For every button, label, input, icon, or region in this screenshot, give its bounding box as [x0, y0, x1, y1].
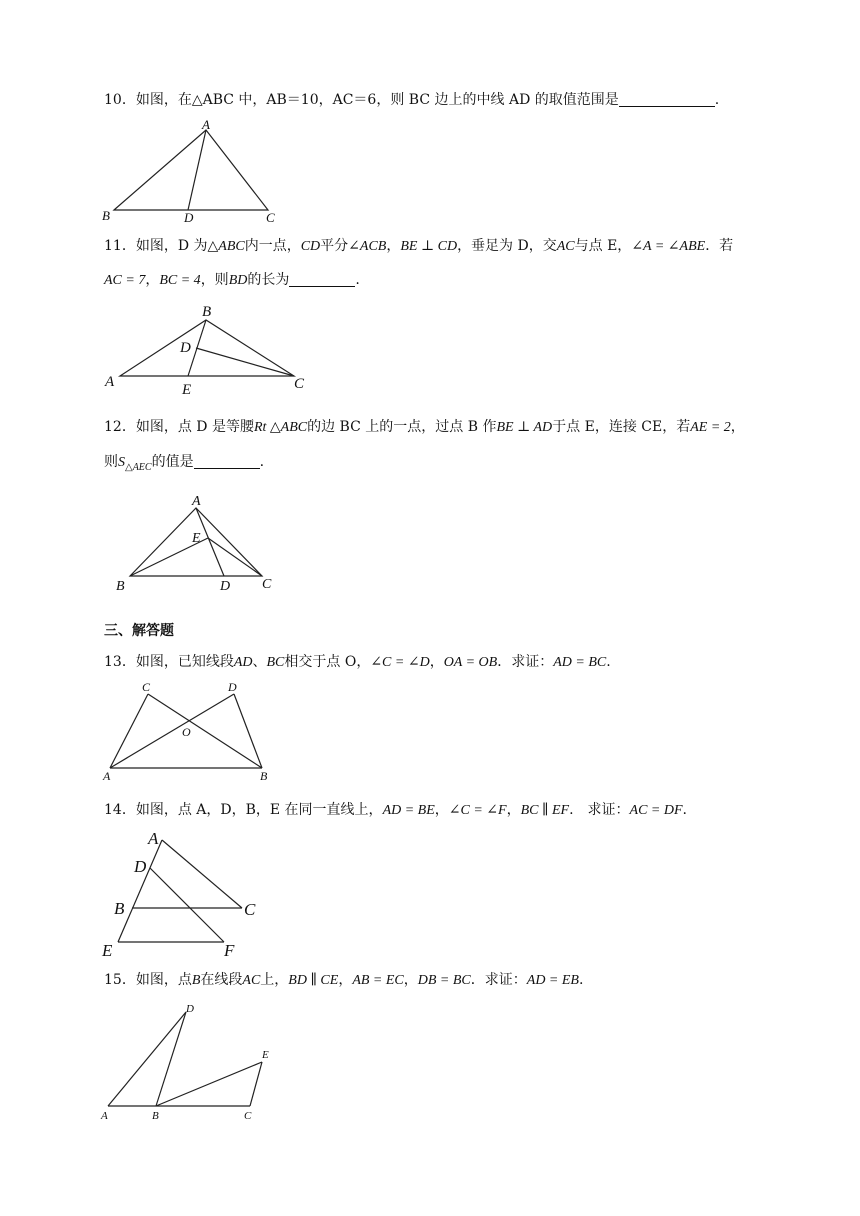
q13-math: BC [266, 655, 285, 670]
q15-label-a: A [101, 1110, 108, 1122]
q14-label-f: F [224, 941, 235, 960]
q15-math: AB = EC [352, 973, 404, 988]
q15-text-part: 15．如图，点 [104, 972, 192, 988]
q12-label-d: D [220, 579, 231, 594]
q12-label-e: E [192, 531, 201, 546]
q14-label-b: B [114, 899, 125, 918]
q13-text-part: ．求证： [497, 654, 554, 670]
q10-figure [100, 118, 290, 228]
q15-figure [100, 1002, 290, 1127]
q11-math: △ABC [207, 239, 245, 254]
q11-math: CD [300, 239, 321, 254]
q11-line2 [104, 270, 360, 291]
q12-text: . [259, 454, 265, 470]
q12-math: BE ⊥ AD [496, 420, 553, 435]
q13-label-a: A [103, 769, 111, 783]
q10-end: . [714, 92, 720, 108]
q10-answer-blank[interactable] [619, 92, 715, 107]
q13-text-part: 13．如图，已知线段 [104, 654, 234, 670]
q13-label-d: D [228, 680, 237, 694]
q15-label-e: E [262, 1049, 269, 1061]
q11-text: ，则 [200, 272, 229, 288]
q12-answer-blank[interactable] [194, 454, 260, 469]
q10-text [104, 90, 719, 110]
q14-label-d: D [134, 857, 147, 876]
q14-math: AC = DF [629, 803, 683, 818]
q14-figure [100, 826, 270, 961]
q12-text: ， [730, 419, 745, 435]
q15-text-part: 在线段 [200, 972, 243, 988]
q11-math: AC = 7 [104, 273, 146, 288]
q13-math: AD [233, 655, 253, 670]
q11-label-b: B [202, 304, 212, 320]
q15-label-c: C [244, 1110, 252, 1122]
q14-label-a: A [148, 829, 159, 848]
q14-text-part: ， [434, 802, 449, 818]
q11-text: ， [145, 272, 160, 288]
q12-figure [110, 490, 280, 600]
q13-math: AD = BC [553, 655, 607, 670]
q14-text-part: . 求证： [569, 802, 630, 818]
q12-text: 于点 E，连接 CE，若 [552, 419, 691, 435]
q15-segment-ce [250, 1062, 262, 1106]
q14-text-part: ， [506, 802, 521, 818]
q11-text: 的长为 [247, 272, 290, 288]
q11-math: BC = 4 [159, 273, 201, 288]
q12-math: S [118, 455, 125, 470]
q10-median-ad [188, 130, 206, 210]
q15-math: DB = BC [417, 973, 471, 988]
q12-math: Rt △ABC [253, 420, 308, 435]
q13-label-c: C [142, 680, 151, 694]
q15-text-part: ．求证： [470, 972, 527, 988]
q12-text: 则 [104, 454, 118, 470]
q13-segment-bd [234, 694, 262, 768]
q15-math: B [191, 973, 201, 988]
q11-answer-blank[interactable] [289, 272, 355, 287]
q15-math: BD ∥ CE [288, 973, 339, 988]
q15-text-part: . [578, 972, 584, 988]
q10-label-d: D [184, 210, 194, 225]
q13-label-o: O [182, 725, 191, 739]
q14-line-ae [118, 840, 162, 942]
q15-text [104, 970, 583, 991]
q15-label-b: B [152, 1110, 159, 1122]
q12-label-c: C [262, 577, 272, 592]
q10-stem: 10．如图，在△ABC 中，AB＝10，AC＝6，则 BC 边上的中线 AD 的取值范围是 [104, 92, 619, 108]
q11-text: 内一点， [244, 238, 301, 254]
q11-math: BE ⊥ CD [400, 239, 458, 254]
q12-math-sub: △AEC [125, 461, 152, 473]
q15-text-part: ， [338, 972, 353, 988]
q15-segment-ad [108, 1012, 186, 1106]
q12-text: 的值是 [151, 454, 194, 470]
q11-text: 与点 E， [574, 238, 632, 254]
q13-label-b: B [260, 769, 268, 783]
q14-label-c: C [244, 900, 256, 919]
q13-figure [100, 682, 280, 782]
q11-figure [100, 300, 320, 398]
q13-segment-bc [148, 694, 262, 768]
q11-text: ，垂足为 D，交 [457, 238, 557, 254]
q14-math: AD = BE [382, 803, 435, 818]
q11-text: . [355, 272, 360, 288]
q15-text-part: 上， [260, 972, 289, 988]
q12-text: 的边 BC 上的一点，过点 B 作 [307, 419, 497, 435]
q11-line1 [104, 236, 733, 257]
q11-math: AC [556, 239, 575, 254]
q11-label-d: D [180, 340, 191, 356]
q15-math: AD = EB [526, 973, 579, 988]
q15-segment-bd [156, 1012, 186, 1106]
q11-math: BD [228, 273, 248, 288]
q12-text: 12．如图，点 D 是等腰 [104, 419, 254, 435]
q14-label-e: E [102, 941, 113, 960]
q13-math: OA = OB [443, 655, 498, 670]
q10-label-b: B [102, 208, 110, 223]
q11-label-c: C [294, 376, 305, 392]
q11-segment-cd [196, 348, 294, 376]
q11-text: 平分 [320, 238, 349, 254]
q13-text-part: 相交于点 O， [284, 654, 371, 670]
q15-segment-be [156, 1062, 262, 1106]
q11-math: ∠A = ∠ABE [631, 239, 706, 254]
q11-math: ∠ACB [348, 239, 387, 254]
q13-text [104, 652, 611, 673]
section-title: 三、解答题 [104, 623, 174, 639]
q13-math: ∠C = ∠D [370, 655, 430, 670]
q13-text-part: . [606, 654, 611, 670]
q11-label-e: E [182, 382, 192, 398]
q12-line1 [104, 417, 745, 438]
q12-line2 [104, 452, 264, 478]
q14-text [104, 800, 687, 821]
q15-label-d: D [186, 1003, 194, 1015]
q12-label-b: B [116, 579, 125, 594]
q11-label-a: A [105, 374, 115, 390]
q11-triangle-abc [120, 320, 294, 376]
q12-math: AE = 2 [690, 420, 731, 435]
q14-text-part: . [682, 802, 687, 818]
q10-label-c: C [266, 210, 275, 225]
q14-math: ∠C = ∠F [448, 803, 507, 818]
q15-math: AC [242, 973, 261, 988]
q11-text: ， [386, 238, 401, 254]
q12-label-a: A [192, 494, 201, 509]
q14-text-part: 14．如图，点 A，D，B，E 在同一直线上， [104, 802, 383, 818]
q15-text-part: ， [403, 972, 418, 988]
q13-text-part: 、 [252, 654, 267, 670]
q11-text: 11．如图，D 为 [104, 238, 208, 254]
q14-math: BC ∥ EF [520, 803, 570, 818]
q10-label-a: A [202, 117, 210, 132]
q14-segment-ac [162, 840, 242, 908]
q14-segment-df [150, 868, 224, 942]
q11-text: ．若 [705, 238, 734, 254]
q13-text-part: ， [429, 654, 444, 670]
